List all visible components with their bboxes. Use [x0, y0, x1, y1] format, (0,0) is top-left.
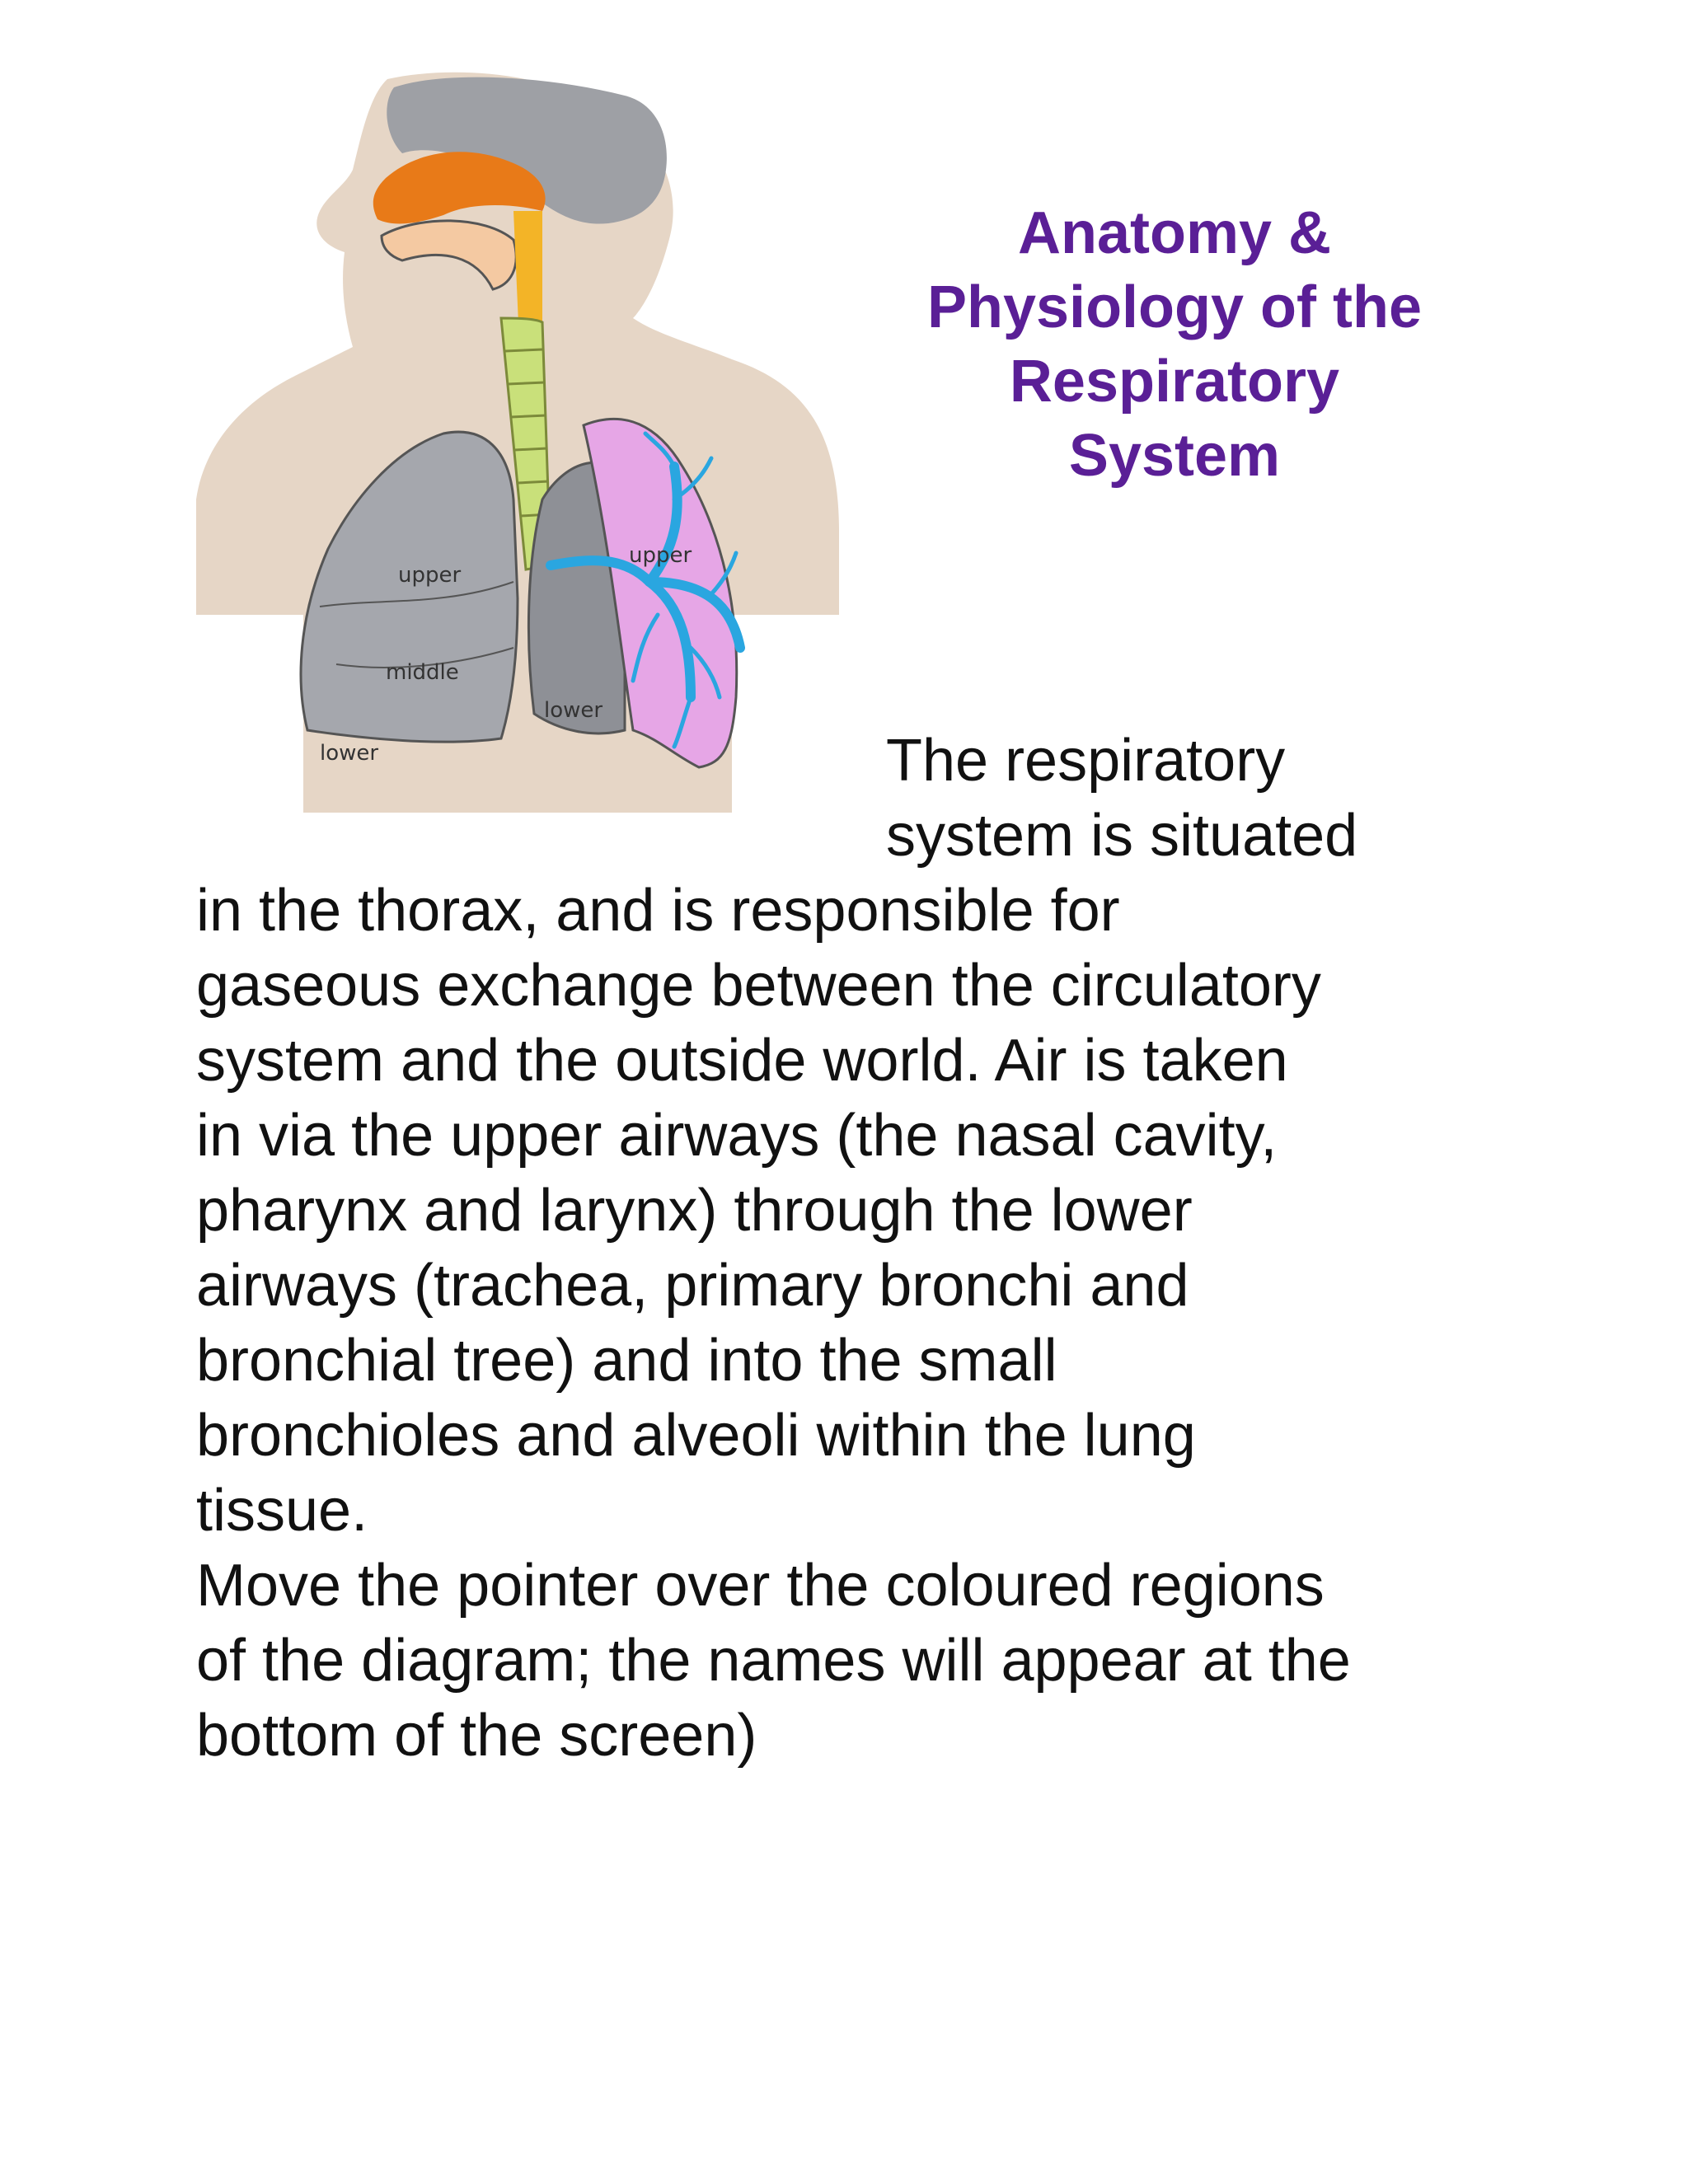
title-line: Physiology of the [926, 274, 1423, 340]
title-line: Respiratory [1009, 349, 1340, 415]
title-line: Anatomy & [1017, 200, 1332, 266]
text-line: pharynx and larynx) through the lower [196, 1178, 1193, 1244]
label-left-lower: lower [544, 698, 603, 723]
label-right-lower: lower [320, 741, 379, 766]
text-line: Move the pointer over the coloured regions [196, 1553, 1325, 1619]
text-line: bottom of the screen) [196, 1703, 757, 1769]
text-line: tissue. [196, 1478, 368, 1544]
intro-text [886, 724, 1357, 874]
text-line: in via the upper airways (the nasal cavity, [196, 1103, 1278, 1169]
text-line: in the thorax, and is responsible for [196, 878, 1120, 944]
title-line: System [1068, 423, 1281, 489]
text-line: gaseous exchange between the circulatory [196, 953, 1321, 1019]
label-left-upper: upper [629, 543, 692, 568]
text-line: system and the outside world. Air is taken [196, 1028, 1288, 1094]
text-line: airways (trachea, primary bronchi and [196, 1253, 1189, 1319]
text-line: bronchial tree) and into the small [196, 1328, 1057, 1394]
label-right-middle: middle [386, 660, 459, 685]
body-paragraph [196, 874, 1351, 1774]
text-line: bronchioles and alveoli within the lung [196, 1403, 1196, 1469]
respiratory-system-diagram [196, 71, 856, 813]
page-title [874, 196, 1475, 493]
text-line: system is situated [886, 803, 1358, 869]
text-line: The respiratory [886, 728, 1286, 794]
text-line: of the diagram; the names will appear at the [196, 1628, 1351, 1694]
label-right-upper: upper [398, 563, 462, 588]
